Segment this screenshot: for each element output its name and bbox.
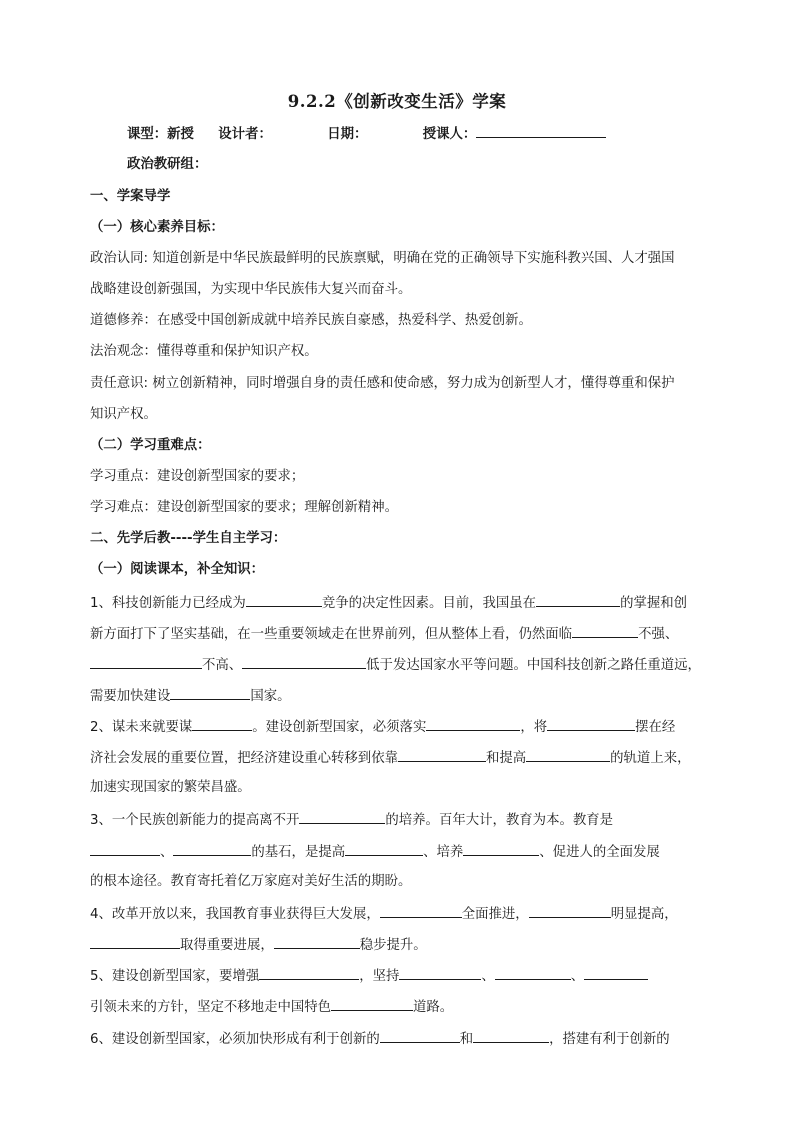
goal-law: 法治观念：懂得尊重和保护知识产权。 (90, 344, 318, 359)
blank[interactable] (529, 903, 611, 918)
q2-line3: 加速实现国家的繁荣昌盛。 (90, 780, 251, 795)
blank[interactable] (90, 841, 160, 856)
blank[interactable] (170, 685, 250, 700)
goal-responsibility-line2: 知识产权。 (90, 407, 157, 422)
blank[interactable] (259, 965, 359, 980)
key-point: 学习重点：建设创新型国家的要求； (90, 469, 305, 484)
blank[interactable] (90, 654, 202, 669)
blank[interactable] (173, 841, 251, 856)
goal-responsibility-line1: 责任意识: 树立创新精神，同时增强自身的责任感和使命感，努力成为创新型人才，懂得尊重和保护 (90, 376, 675, 391)
designer-label: 设计者： (218, 127, 272, 142)
section1-sub1: （一）核心素养目标： (90, 220, 224, 235)
q3-line2: 、 的基石，是提高 、培养 、促进人的全面发展 (90, 841, 660, 863)
blank[interactable] (495, 965, 571, 980)
blank[interactable] (331, 996, 413, 1011)
blank[interactable] (463, 841, 539, 856)
blank[interactable] (473, 1028, 549, 1043)
section1-heading: 一、学案导学 (90, 189, 171, 204)
blank[interactable] (299, 809, 385, 824)
blank[interactable] (398, 747, 486, 762)
q1-line4: 需要加快建设 国家。 (90, 685, 291, 707)
blank[interactable] (572, 623, 638, 638)
teacher-label: 授课人： (422, 127, 477, 142)
meta-row (127, 123, 606, 145)
blank[interactable] (380, 1028, 460, 1043)
course-type: 课型：新授 (127, 127, 194, 142)
q6-line1: 6、建设创新型国家，必须加快形成有利于创新的 和 ，搭建有利于创新的 (90, 1028, 670, 1050)
q1-line1: 1、科技创新能力已经成为 竞争的决定性因素。目前，我国虽在 的掌握和创 (90, 592, 687, 614)
goal-moral: 道德修养：在感受中国创新成就中培养民族自豪感，热爱科学、热爱创新。 (90, 313, 532, 328)
blank[interactable] (526, 747, 610, 762)
group-label: 政治教研组： (127, 157, 208, 172)
blank[interactable] (536, 592, 620, 607)
blank[interactable] (246, 592, 322, 607)
q4-line2: 取得重要进展， 稳步提升。 (90, 934, 427, 956)
page-title: 9.2.2《创新改变生活》学案 (287, 92, 507, 111)
q1-line2: 新方面打下了坚实基础，在一些重要领域走在世界前列，但从整体上看，仍然面临 不强、 (90, 623, 678, 645)
section2-heading: 二、先学后教----学生自主学习： (90, 531, 287, 546)
blank[interactable] (426, 716, 520, 731)
difficult-point: 学习难点：建设创新型国家的要求；理解创新精神。 (90, 500, 398, 515)
q5-line2: 引领未来的方针，坚定不移地走中国特色 道路。 (90, 996, 453, 1018)
blank[interactable] (90, 934, 180, 949)
goal-political-line1: 政治认同: 知道创新是中华民族最鲜明的民族禀赋，明确在党的正确领导下实施科教兴国、人才强国 (90, 251, 675, 266)
q3-line1: 3、一个民族创新能力的提高离不开 的培养。百年大计，教育为本。教育是 (90, 809, 613, 831)
blank[interactable] (547, 716, 635, 731)
q2-line1: 2、谋未来就要谋 。建设创新型国家，必须落实 ，将 摆在经 (90, 716, 675, 738)
q1-line3: 不高、 低于发达国家水平等问题。中国科技创新之路任重道远， (90, 654, 701, 676)
teacher-blank[interactable] (476, 123, 606, 138)
blank[interactable] (242, 654, 366, 669)
date-label: 日期： (327, 127, 368, 142)
goal-political-line2: 战略建设创新强国，为实现中华民族伟大复兴而奋斗。 (90, 282, 412, 297)
blank[interactable] (192, 716, 252, 731)
q4-line1: 4、改革开放以来，我国教育事业获得巨大发展， 全面推进， 明显提高， (90, 903, 678, 925)
blank[interactable] (274, 934, 360, 949)
blank[interactable] (584, 965, 648, 980)
blank[interactable] (380, 903, 462, 918)
q5-line1: 5、建设创新型国家，要增强 ，坚持 、 、 (90, 965, 648, 987)
q2-line2: 济社会发展的重要位置，把经济建设重心转移到依靠 和提高 的轨道上来， (90, 747, 691, 769)
section2-sub1: （一）阅读课本，补全知识： (90, 562, 265, 577)
blank[interactable] (345, 841, 423, 856)
blank[interactable] (399, 965, 481, 980)
q3-line3: 的根本途径。教育寄托着亿万家庭对美好生活的期盼。 (90, 874, 412, 889)
section1-sub2: （二）学习重难点： (90, 438, 211, 453)
